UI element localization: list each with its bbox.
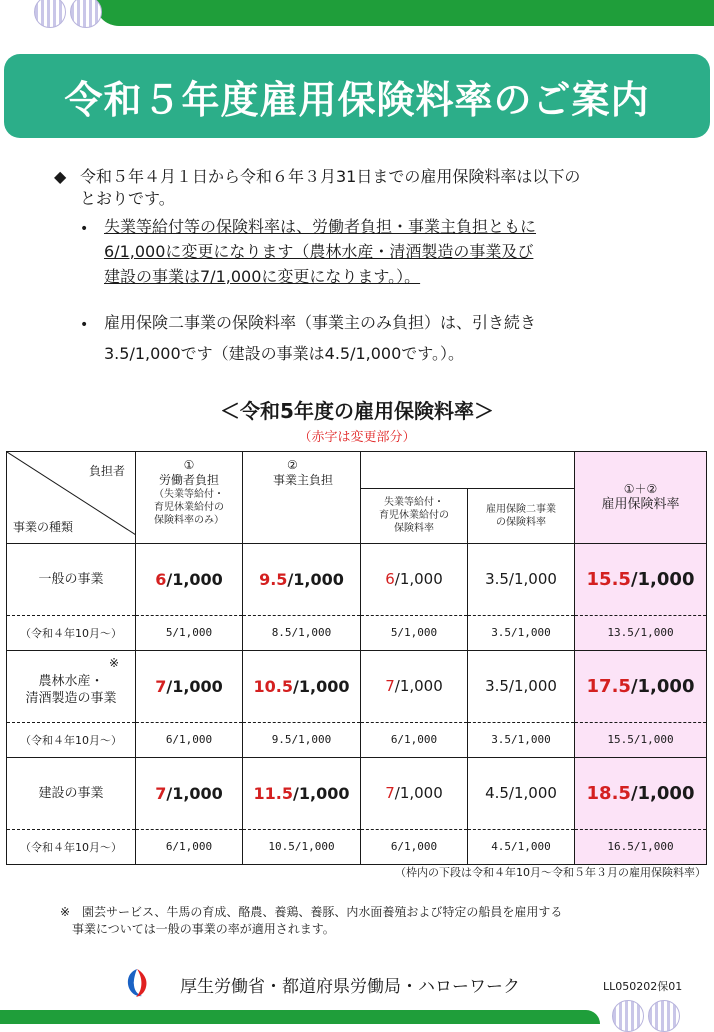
header-unemployment: [361, 488, 468, 543]
header-total: [575, 452, 707, 544]
col2a-line-3: 保険料率: [394, 523, 434, 534]
two-projects-rate: 3.5/1,000: [468, 650, 575, 722]
col1-title: 労働者負担: [158, 473, 219, 487]
row-label: [7, 650, 136, 722]
prev-worker-rate: 5/1,000: [136, 615, 243, 650]
corner-bottom-label: 事業の種類: [13, 519, 74, 534]
decoration-circle: [612, 1000, 644, 1032]
header-employer-lower: [243, 488, 361, 543]
section-note: （赤字は変更部分）: [298, 430, 416, 445]
prev-two-projects-rate: 3.5/1,000: [468, 615, 575, 650]
decoration-circle: [648, 1000, 680, 1032]
prev-unemployment-rate: 6/1,000: [361, 722, 468, 757]
employer-rate: 9.5/1,000: [243, 543, 361, 615]
bullet-icon: •: [80, 221, 89, 237]
rate-table: [6, 451, 707, 865]
total-rate: 15.5/1,000: [575, 543, 707, 615]
col3-title: 雇用保険料率: [601, 497, 680, 513]
footer-code: LL050202保01: [603, 980, 683, 993]
unemployment-rate: 7/1,000: [361, 757, 468, 829]
total-rate: 18.5/1,000: [575, 757, 707, 829]
top-decoration-band: [95, 0, 714, 26]
bullet1-line-3: 建設の事業は7/1,000に変更になります。）。: [104, 267, 421, 286]
prev-two-projects-rate: 3.5/1,000: [468, 722, 575, 757]
two-projects-rate: 4.5/1,000: [468, 757, 575, 829]
table-footnote: （枠内の下段は令和４年10月～令和５年３月の雇用保険料率）: [395, 866, 706, 879]
decoration-circle: [34, 0, 66, 28]
asterisk-note-line-2: 事業については一般の事業の率が適用されます。: [60, 922, 335, 936]
worker-rate: 7/1,000: [136, 757, 243, 829]
bullet2-line-1: 雇用保険二事業の保険料率（事業主のみ負担）は、引き続き: [104, 313, 537, 332]
col2a-line-1: 失業等給付・: [384, 497, 444, 508]
col1-sub-3: 保険料率のみ）: [154, 515, 224, 526]
prev-employer-rate: 9.5/1,000: [243, 722, 361, 757]
col1-sub-1: （失業等給付・: [154, 489, 224, 500]
two-projects-rate: 3.5/1,000: [468, 543, 575, 615]
prev-label: （令和４年10月～）: [7, 615, 136, 650]
prev-total-rate: 16.5/1,000: [575, 829, 707, 864]
diamond-bullet-icon: ◆: [54, 167, 67, 186]
header-employer: [243, 452, 361, 489]
col2b-line-2: の保険料率: [496, 516, 546, 528]
prev-total-rate: 15.5/1,000: [575, 722, 707, 757]
col2a-line-2: 育児休業給付の: [379, 510, 449, 521]
intro-line-1: 令和５年４月１日から令和６年３月31日までの雇用保険料率は以下の: [80, 167, 581, 186]
corner-top-label: 負担者: [88, 464, 125, 478]
prev-total-rate: 13.5/1,000: [575, 615, 707, 650]
worker-rate: 7/1,000: [136, 650, 243, 722]
employer-rate: 10.5/1,000: [243, 650, 361, 722]
row-label-line-2: 清酒製造の事業: [25, 691, 117, 706]
prev-employer-rate: 10.5/1,000: [243, 829, 361, 864]
table-row: [7, 757, 707, 829]
asterisk-mark: ※: [108, 655, 119, 670]
bullet1-line-1: 失業等給付等の保険料率は、労働者負担・事業主負担ともに: [104, 217, 537, 236]
header-employer-span: [361, 452, 575, 489]
page-title: 令和５年度雇用保険料率のご案内: [64, 77, 650, 122]
footer-organization: 厚生労働省・都道府県労働局・ハローワーク: [180, 977, 520, 997]
bullet1-line-2: 6/1,000に変更になります（農林水産・清酒製造の事業及び: [104, 242, 534, 261]
table-row-previous: [7, 722, 707, 757]
header-corner-cell: [7, 452, 136, 544]
prev-worker-rate: 6/1,000: [136, 722, 243, 757]
bullet2-line-2: 3.5/1,000です（建設の事業は4.5/1,000です。）。: [104, 344, 465, 363]
table-row-previous: [7, 829, 707, 864]
col2b-line-1: 雇用保険二事業: [486, 503, 556, 515]
prev-employer-rate: 8.5/1,000: [243, 615, 361, 650]
prev-label: （令和４年10月～）: [7, 722, 136, 757]
unemployment-rate: 7/1,000: [361, 650, 468, 722]
col2-number: ②: [287, 458, 298, 472]
worker-rate: 6/1,000: [136, 543, 243, 615]
section-title: ＜令和5年度の雇用保険料率＞: [220, 399, 494, 423]
prev-unemployment-rate: 5/1,000: [361, 615, 468, 650]
row-label-line-1: 農林水産・: [38, 674, 104, 689]
title-banner: [4, 54, 710, 138]
bullet-icon: •: [80, 317, 89, 333]
asterisk-note: [60, 904, 562, 938]
asterisk-note-line-1: ※ 園芸サービス、牛馬の育成、酪農、養鶏、養豚、内水面養殖および特定の船員を雇用する: [60, 905, 563, 919]
row-label-line-1: 一般の事業: [38, 571, 104, 587]
bottom-decoration-band: [0, 1010, 600, 1024]
prev-worker-rate: 6/1,000: [136, 829, 243, 864]
table-row-previous: [7, 615, 707, 650]
col1-sub-2: 育児休業給付の: [154, 502, 224, 513]
col1-number: ①: [183, 458, 195, 472]
header-worker: [136, 452, 243, 544]
prev-two-projects-rate: 4.5/1,000: [468, 829, 575, 864]
col2-title: 事業主負担: [273, 473, 334, 487]
row-label-line-1: 建設の事業: [38, 785, 104, 801]
unemployment-rate: 6/1,000: [361, 543, 468, 615]
table-header-row: [7, 452, 707, 489]
row-label: [7, 543, 136, 615]
employer-rate: 11.5/1,000: [243, 757, 361, 829]
row-label: [7, 757, 136, 829]
total-rate: 17.5/1,000: [575, 650, 707, 722]
prev-label: （令和４年10月～）: [7, 829, 136, 864]
col3-number: ①＋②: [623, 482, 658, 497]
header-two-projects: [468, 488, 575, 543]
intro-line-2: とおりです。: [80, 189, 175, 208]
ministry-logo-icon: [120, 966, 154, 1000]
table-row: [7, 543, 707, 615]
decoration-circle: [70, 0, 102, 28]
prev-unemployment-rate: 6/1,000: [361, 829, 468, 864]
table-row: [7, 650, 707, 722]
